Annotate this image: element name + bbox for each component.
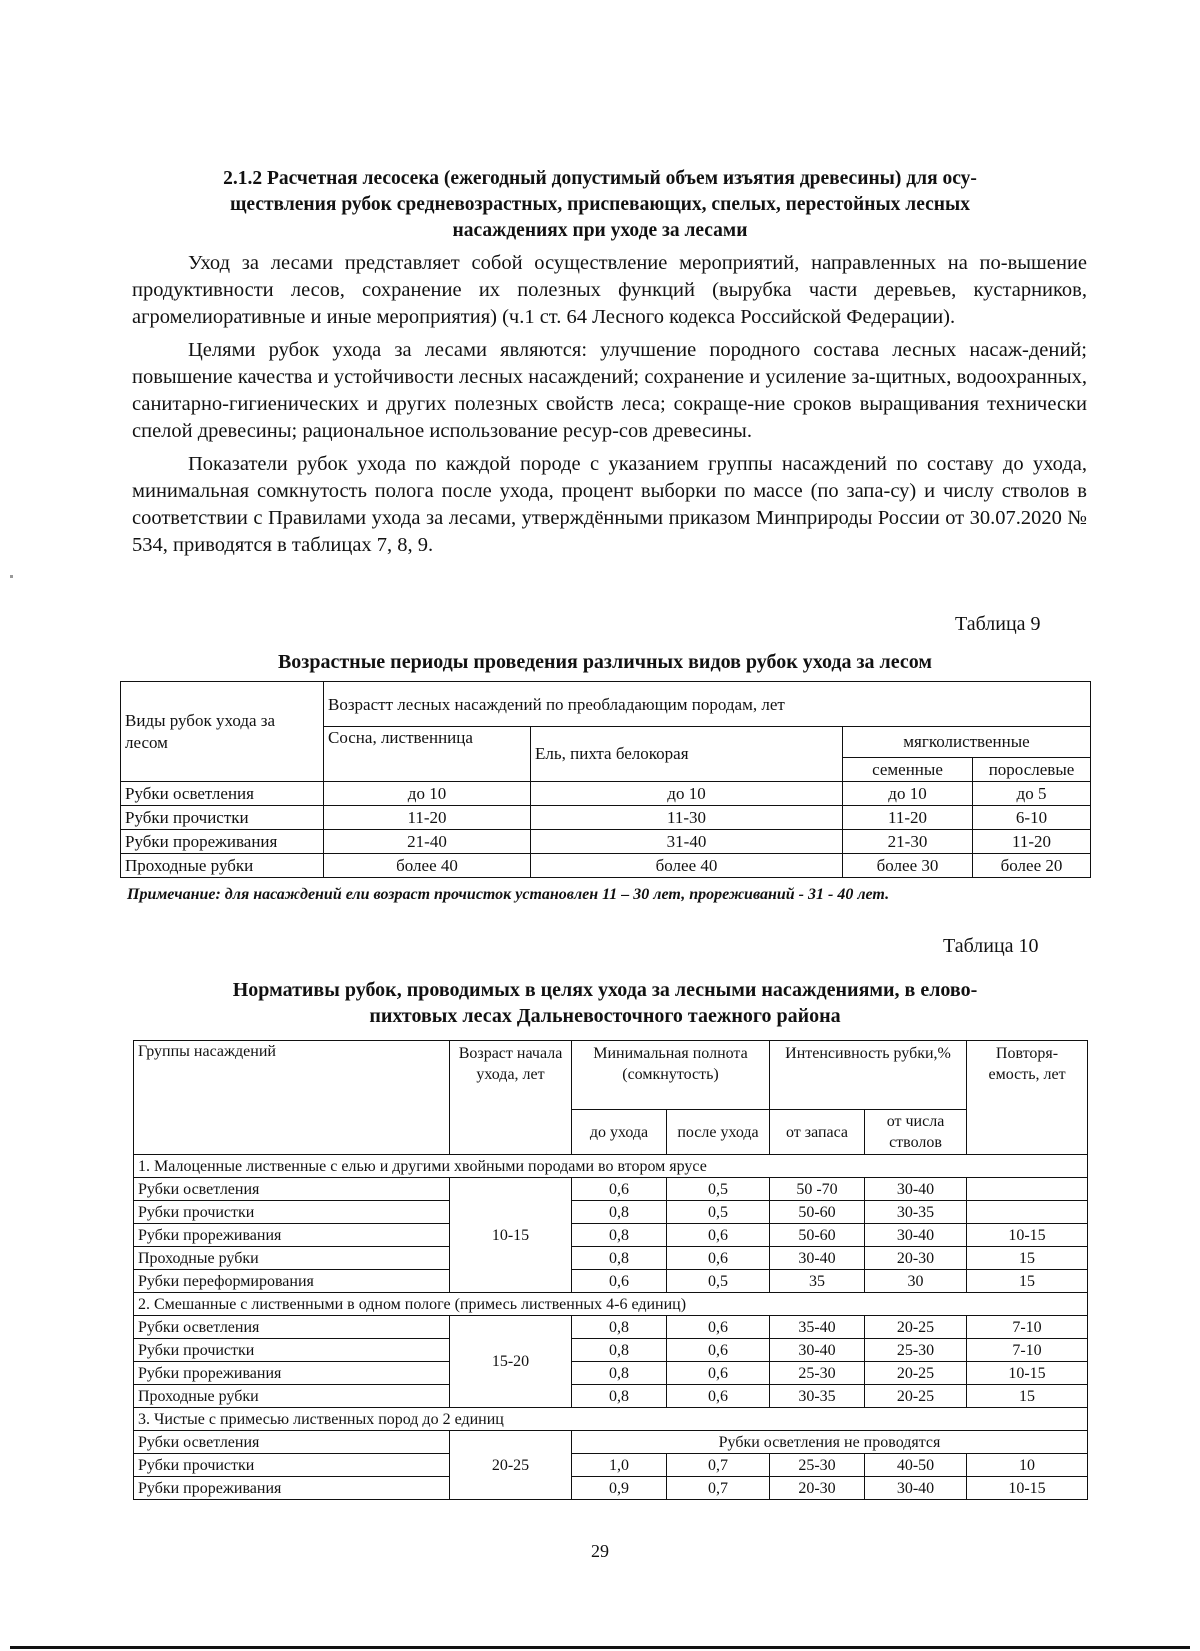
header-cell: Возрастт лесных насаждений по преобладающим породам, лет xyxy=(324,682,1091,727)
table-cell: 0,8 xyxy=(572,1385,667,1408)
table-cell: 20-30 xyxy=(770,1477,865,1500)
table-cell: 35 xyxy=(770,1270,865,1293)
table-cell: 0,9 xyxy=(572,1477,667,1500)
table-cell: 0,5 xyxy=(667,1270,770,1293)
header-cell: от числа стволов xyxy=(865,1110,967,1155)
table-cell: 0,8 xyxy=(572,1247,667,1270)
table-cell: 0,8 xyxy=(572,1316,667,1339)
table-row xyxy=(134,1477,1088,1500)
header-cell: Сосна, лиственница xyxy=(324,727,531,782)
table-cell: 20-30 xyxy=(865,1247,967,1270)
table-cell: более 40 xyxy=(531,854,843,878)
table-cell: 25-30 xyxy=(770,1454,865,1477)
table-cell: 31-40 xyxy=(531,830,843,854)
table-cell xyxy=(967,1201,1088,1224)
page-number: 29 xyxy=(591,1541,609,1561)
header-cell: Интенсивность рубки,% xyxy=(770,1041,967,1110)
table-row xyxy=(121,830,1091,854)
table-cell xyxy=(967,1178,1088,1201)
table-cell: 21-30 xyxy=(843,830,973,854)
body-text xyxy=(132,250,1087,565)
table-cell: 40-50 xyxy=(865,1454,967,1477)
table-cell: 20-25 xyxy=(865,1385,967,1408)
table-cell: до 10 xyxy=(324,782,531,806)
table-cell: 30-40 xyxy=(865,1477,967,1500)
table-10 xyxy=(133,1040,1088,1500)
header-cell: порослевые xyxy=(973,758,1091,782)
table-cell: 10 xyxy=(967,1454,1088,1477)
table-cell: 30-40 xyxy=(865,1178,967,1201)
header-cell: после ухода xyxy=(667,1110,770,1155)
table-cell: 50-60 xyxy=(770,1224,865,1247)
table-cell: 25-30 xyxy=(770,1362,865,1385)
table-cell: до 5 xyxy=(973,782,1091,806)
table-cell: 0,6 xyxy=(667,1339,770,1362)
table-cell: 1,0 xyxy=(572,1454,667,1477)
table-cell: Рубки прочистки xyxy=(134,1454,450,1477)
table-cell: 7-10 xyxy=(967,1316,1088,1339)
table-cell: 7-10 xyxy=(967,1339,1088,1362)
table-cell: 0,6 xyxy=(572,1178,667,1201)
table-cell: Рубки прореживания xyxy=(134,1477,450,1500)
title-line: Нормативы рубок, проводимых в целях ухода за лесными насаждениями, в елово- xyxy=(232,979,978,1001)
section-heading xyxy=(150,166,1050,244)
table-cell: 0,8 xyxy=(572,1201,667,1224)
table-cell: более 20 xyxy=(973,854,1091,878)
table-cell: 10-15 xyxy=(967,1477,1088,1500)
table-cell: 15 xyxy=(967,1247,1088,1270)
group-title: 3. Чистые с примесью лиственных пород до 2 единиц xyxy=(134,1408,1088,1431)
table-cell: 15 xyxy=(967,1270,1088,1293)
table-cell: до 10 xyxy=(531,782,843,806)
table-row xyxy=(134,1362,1088,1385)
table-cell: 11-20 xyxy=(324,806,531,830)
header-cell: Минимальная полнота (сомкнутость) xyxy=(572,1041,770,1110)
table-cell: Рубки переформирования xyxy=(134,1270,450,1293)
table-cell: 11-30 xyxy=(531,806,843,830)
table-cell: 0,5 xyxy=(667,1178,770,1201)
table-row xyxy=(134,1178,1088,1201)
table-cell: 20-25 xyxy=(865,1316,967,1339)
table-cell: 6-10 xyxy=(973,806,1091,830)
table-cell: Рубки прочистки xyxy=(134,1201,450,1224)
group-title: 1. Малоценные лиственные с елью и другими хвойными породами во втором ярусе xyxy=(134,1155,1088,1178)
table-cell: Проходные рубки xyxy=(121,854,324,878)
table-cell: 11-20 xyxy=(973,830,1091,854)
table-10-caption: Таблица 10 xyxy=(943,935,1039,957)
table-cell: 0,8 xyxy=(572,1339,667,1362)
table-row xyxy=(134,1201,1088,1224)
table-row xyxy=(134,1270,1088,1293)
group-title: 2. Смешанные с лиственными в одном пологе (примесь лиственных 4-6 единиц) xyxy=(134,1293,1088,1316)
table-cell: 0,6 xyxy=(667,1247,770,1270)
table-cell: Рубки прочистки xyxy=(134,1339,450,1362)
table-cell: Проходные рубки xyxy=(134,1247,450,1270)
table-cell: 0,7 xyxy=(667,1477,770,1500)
header-cell: Группы насаждений xyxy=(134,1041,450,1155)
table-cell: 15-20 xyxy=(450,1316,572,1408)
table-row xyxy=(121,782,1091,806)
table-9-note: Примечание: для насаждений ели возраст прочисток установлен 11 – 30 лет, прореживаний - 31 - 40 лет. xyxy=(127,886,890,903)
paragraph: Показатели рубок ухода по каждой породе с указанием группы насаждений по составу до ухода, минимальная сомкнутость полога после ухода, процент выборки по массе (по запа-су) и числу стволов в соответствии с Правилами ухода за лесами, утверждёнными приказом Минприроды России от 30.07.2020 № 534, приводятся в таблицах 7, 8, 9. xyxy=(132,453,1087,556)
table-cell: 25-30 xyxy=(865,1339,967,1362)
table-cell: 20-25 xyxy=(450,1431,572,1500)
table-cell: 30-35 xyxy=(770,1385,865,1408)
table-cell: 50-60 xyxy=(770,1201,865,1224)
table-cell: до 10 xyxy=(843,782,973,806)
table-cell: 30-35 xyxy=(865,1201,967,1224)
table-row xyxy=(134,1224,1088,1247)
table-cell: Проходные рубки xyxy=(134,1385,450,1408)
table-cell: 35-40 xyxy=(770,1316,865,1339)
table-cell: 30-40 xyxy=(865,1224,967,1247)
header-cell: Повторя-емость, лет xyxy=(967,1041,1088,1155)
table-cell: 0,8 xyxy=(572,1362,667,1385)
table-cell: 0,6 xyxy=(667,1385,770,1408)
heading-line: ществления рубок средневозрастных, приспевающих, спелых, перестойных лесных xyxy=(229,194,971,215)
table-cell: Рубки осветления xyxy=(134,1431,450,1454)
table-cell: 0,6 xyxy=(667,1316,770,1339)
table-cell: 50 -70 xyxy=(770,1178,865,1201)
table-row xyxy=(121,854,1091,878)
table-row xyxy=(134,1431,1088,1454)
table-cell: 21-40 xyxy=(324,830,531,854)
header-cell: мягколиственные xyxy=(843,727,1091,758)
table-cell: 0,8 xyxy=(572,1224,667,1247)
table-cell: Рубки осветления xyxy=(121,782,324,806)
heading-line: насаждениях при уходе за лесами xyxy=(452,220,748,241)
table-row xyxy=(134,1454,1088,1477)
table-cell: 10-15 xyxy=(967,1362,1088,1385)
table-row xyxy=(134,1385,1088,1408)
header-cell: до ухода xyxy=(572,1110,667,1155)
table-9 xyxy=(120,681,1091,878)
table-10-title xyxy=(120,977,1090,1029)
table-cell: 30-40 xyxy=(770,1247,865,1270)
table-row xyxy=(134,1316,1088,1339)
table-cell: 0,6 xyxy=(572,1270,667,1293)
table-cell: Рубки осветления не проводятся xyxy=(572,1431,1088,1454)
table-cell: более 30 xyxy=(843,854,973,878)
table-9-title: Возрастные периоды проведения различных видов рубок ухода за лесом xyxy=(277,651,933,673)
table-cell: Рубки прореживания xyxy=(121,830,324,854)
paragraph: Целями рубок ухода за лесами являются: улучшение породного состава лесных насаж-дений; повышение качества и устойчивости лесных насаждений; сохранение и усиление за-щитных, водоохранных, санитарно-гигиенических и других полезных свойств леса; сокраще-ние сроков выращивания технически спелой древесины; рациональное использование ресур-сов древесины. xyxy=(132,339,1087,442)
header-cell: Виды рубок ухода за лесом xyxy=(121,682,324,782)
table-row xyxy=(134,1339,1088,1362)
table-cell: Рубки прореживания xyxy=(134,1362,450,1385)
table-cell: Рубки прореживания xyxy=(134,1224,450,1247)
table-cell: 30 xyxy=(865,1270,967,1293)
table-cell: Рубки прочистки xyxy=(121,806,324,830)
table-row xyxy=(121,806,1091,830)
paragraph: Уход за лесами представляет собой осуществление мероприятий, направленных на по-вышение продуктивности лесов, сохранение их полезных функций (вырубка части деревьев, кустарников, агромелиоративные и иные мероприятия) (ч.1 ст. 64 Лесного кодекса Российской Федерации). xyxy=(132,252,1087,328)
header-cell: семенные xyxy=(843,758,973,782)
table-cell: 0,7 xyxy=(667,1454,770,1477)
table-cell: Рубки осветления xyxy=(134,1316,450,1339)
table-9-caption: Таблица 9 xyxy=(955,613,1041,635)
table-row xyxy=(134,1247,1088,1270)
heading-line: 2.1.2 Расчетная лесосека (ежегодный допустимый объем изъятия древесины) для осу- xyxy=(223,168,977,189)
table-cell: 10-15 xyxy=(967,1224,1088,1247)
title-line: пихтовых лесах Дальневосточного таежного района xyxy=(369,1005,841,1027)
table-cell: 20-25 xyxy=(865,1362,967,1385)
table-cell: Рубки осветления xyxy=(134,1178,450,1201)
table-cell: 30-40 xyxy=(770,1339,865,1362)
table-cell: 10-15 xyxy=(450,1178,572,1293)
table-cell: 11-20 xyxy=(843,806,973,830)
table-cell: 0,5 xyxy=(667,1201,770,1224)
table-cell: 15 xyxy=(967,1385,1088,1408)
table-cell: 0,6 xyxy=(667,1224,770,1247)
header-cell: Возраст начала ухода, лет xyxy=(450,1041,572,1155)
table-cell: более 40 xyxy=(324,854,531,878)
footer-rule xyxy=(10,1646,1190,1649)
scan-mark xyxy=(10,575,13,578)
header-cell: Ель, пихта белокорая xyxy=(531,727,843,782)
header-cell: от запаса xyxy=(770,1110,865,1155)
table-cell: 0,6 xyxy=(667,1362,770,1385)
